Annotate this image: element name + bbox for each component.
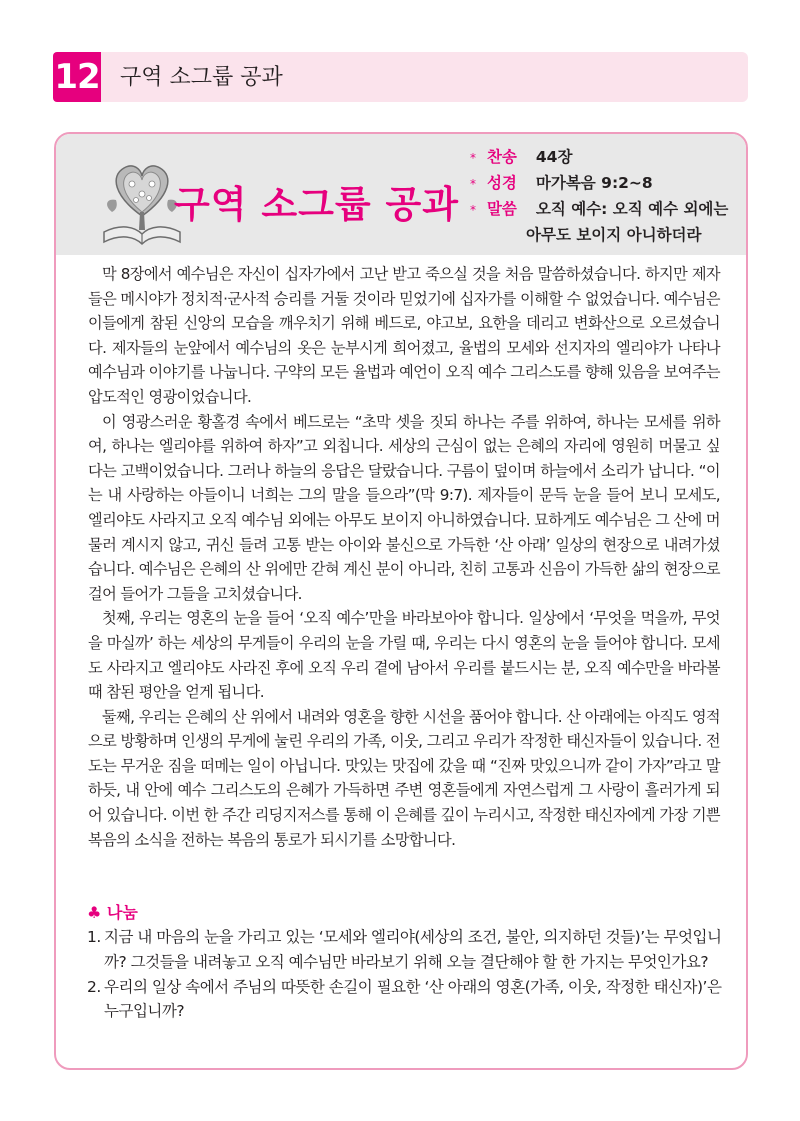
body-paragraph: 이 영광스러운 황홀경 속에서 베드로는 “초막 셋을 짓되 하나는 주를 위하여, 하나는 모세를 위하여, 하나는 엘리야를 위하여 하자”고 외칩니다. 세상의 근심이 없는 은혜의 자리에 영원히 머물고 싶다는 고백이었습니다. 그러나 하늘의 응답은 달랐습니다. 구름이 덮이며 하늘에서 소리가 납니다. “이는 내 사랑하는 아들이니 너희는 그의 말을 들으라”(막 9:7). 제자들이 문득 눈을 들어 보니 모세도, 엘리야도 사라지고 오직 예수님 외에는 아무도 보이지 아니하였습니다. 묘하게도 예수님은 그 산에 머물러 계시지 않고, 귀신 들려 고통 받는 아이와 불신으로 가득한 ‘산 아래’ 일상의 현장으로 내려가셨습니다. 예수님은 은혜의 산 위에만 갇혀 계신 분이 아니라, 친히 고통과 신음이 가득한 삶의 현장으로 걸어 들어가 그들을 고치셨습니다. bbox=[88, 412, 720, 603]
question-number: 1. bbox=[87, 928, 101, 946]
bullet-star: * bbox=[470, 203, 476, 217]
scripture-value: 마가복음 9:2~8 bbox=[535, 174, 653, 192]
lesson-number-badge: 12 bbox=[53, 52, 101, 102]
card-title: 구역 소그룹 공과 bbox=[174, 183, 459, 226]
sharing-title: 나눔 bbox=[106, 903, 138, 922]
hymn-value: 44장 bbox=[535, 148, 573, 166]
question-number: 2. bbox=[87, 977, 101, 996]
word-label: 말씀 bbox=[486, 200, 517, 218]
scripture-label: 성경 bbox=[486, 174, 517, 192]
sharing-heading bbox=[87, 900, 138, 923]
body-paragraph: 첫째, 우리는 영혼의 눈을 들어 ‘오직 예수’만을 바라보아야 합니다. 일상에서 ‘무엇을 먹을까, 무엇을 마실까’ 하는 세상의 무게들이 우리의 눈을 가릴 때, 우리는 다시 영혼의 눈을 들어야 합니다. 모세도 사라지고 엘리야도 사라진 후에 오직 우리 곁에 남아서 우리를 붙드시는 분, 오직 예수만을 바라볼 때 참된 평안을 얻게 됩니다. bbox=[88, 609, 720, 702]
card-header bbox=[56, 134, 746, 255]
body-paragraph: 둘째, 우리는 은혜의 산 위에서 내려와 영혼을 향한 시선을 품어야 합니다. 산 아래에는 아직도 영적으로 방황하며 인생의 무게에 눌린 우리의 가족, 이웃, 그리고 우리가 작정한 태신자들이 있습니다. 전도는 무거운 짐을 떠메는 일이 아닙니다. 맛있는 맛집에 갔을 때 “진짜 맛있으니까 같이 가자”라고 말하듯, 내 안에 예수 그리스도의 은혜가 가득하면 주변 영혼들에게 자연스럽게 그 사랑이 흘러가게 되어 있습니다. 이번 한 주간 리딩지저스를 통해 이 은혜를 깊이 누리시고, 작정한 태신자에게 가장 기쁜 복음의 소식을 전하는 복음의 통로가 되시기를 소망합니다. bbox=[88, 707, 720, 849]
bullet-star: * bbox=[470, 177, 476, 191]
lesson-meta bbox=[470, 145, 728, 248]
club-icon: ♣ bbox=[87, 903, 102, 922]
word-row bbox=[470, 197, 728, 223]
scripture-row bbox=[470, 171, 728, 197]
bullet-star: * bbox=[470, 151, 476, 165]
hymn-label: 찬송 bbox=[486, 148, 517, 166]
header-title: 구역 소그룹 공과 bbox=[120, 65, 283, 90]
sharing-questions bbox=[87, 925, 722, 1024]
word-value: 오직 예수: 오직 예수 외에는 bbox=[535, 200, 729, 218]
lesson-body bbox=[88, 262, 720, 852]
word-value-continued: 아무도 보이지 아니하더라 bbox=[526, 226, 702, 244]
question-item bbox=[87, 925, 722, 975]
body-paragraph: 막 8장에서 예수님은 자신이 십자가에서 고난 받고 죽으실 것을 처음 말씀하셨습니다. 하지만 제자들은 메시야가 정치적·군사적 승리를 거둘 것이라 믿었기에 십자가를 이해할 수 없었습니다. 예수님은 이들에게 참된 신앙의 모습을 깨우치기 위해 베드로, 야고보, 요한을 데리고 변화산으로 오르셨습니다. 제자들의 눈앞에서 예수님의 옷은 눈부시게 희어졌고, 율법의 모세와 선지자의 엘리야가 나타나 예수님과 이야기를 나눕니다. 구약의 모든 율법과 예언이 오직 예수 그리스도를 향해 있음을 보여주는 압도적인 영광이었습니다. bbox=[88, 265, 720, 406]
hymn-row bbox=[470, 145, 728, 171]
question-text: 우리의 일상 속에서 주님의 따뜻한 손길이 필요한 ‘산 아래의 영혼(가족, 이웃, 작정한 태신자)’은 누구입니까? bbox=[104, 977, 722, 1021]
question-text: 지금 내 마음의 눈을 가리고 있는 ‘모세와 엘리야(세상의 조건, 불안, 의지하던 것들)’는 무엇입니까? 그것들을 내려놓고 오직 예수님만 바라보기 위해 오늘 결단해야 할 한 가지는 무엇인가요? bbox=[104, 928, 722, 971]
question-item bbox=[87, 975, 722, 1025]
